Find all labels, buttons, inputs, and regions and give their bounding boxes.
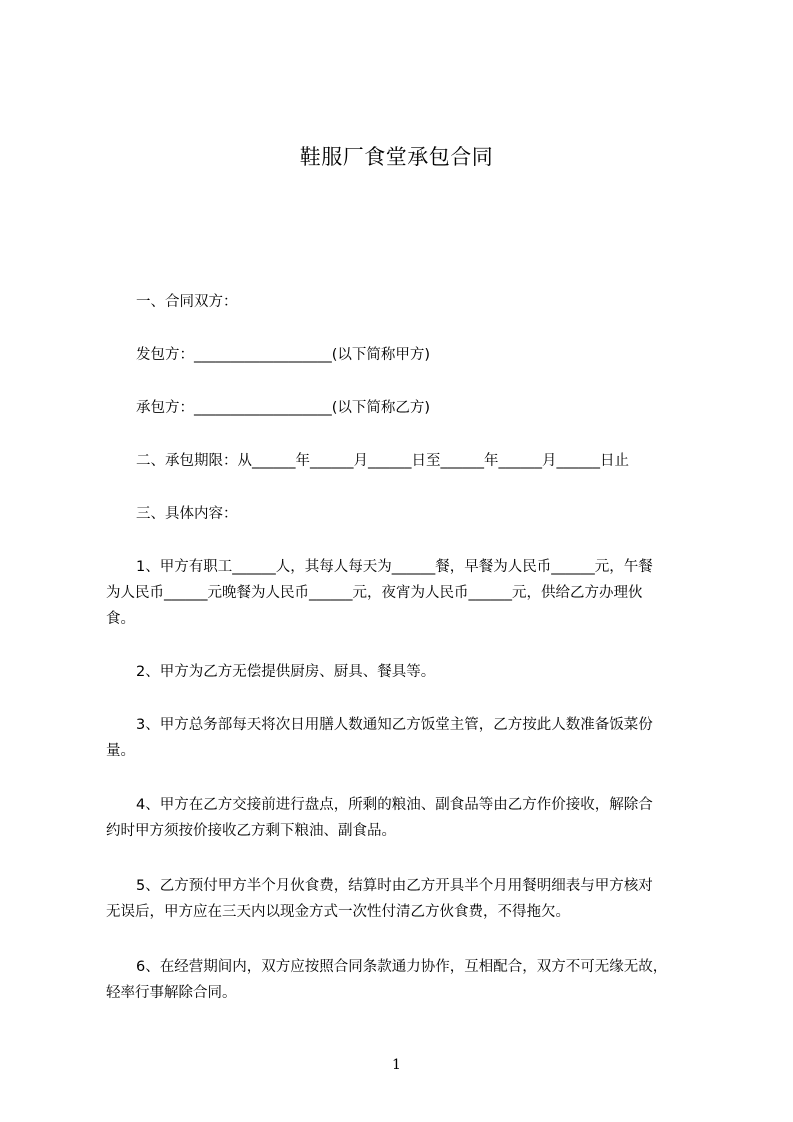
clause-5-line-2: 无误后，甲方应在三天内以现金方式一次性付清乙方伙食费，不得拖欠。 <box>106 904 570 920</box>
clause-4 <box>106 792 716 844</box>
clause-3-line-2: 量。 <box>106 743 135 759</box>
clause-1-line-1: 1、甲方有职工______人，其每人每天为______餐，早餐为人民币______元，午餐 <box>136 559 653 575</box>
clause-6-line-2: 轻率行事解除合同。 <box>106 985 237 1001</box>
clause-5-line-1: 5、乙方预付甲方半个月伙食费，结算时由乙方开具半个月用餐明细表与甲方核对 <box>136 878 653 894</box>
section-content-heading: 三、具体内容： <box>136 506 238 522</box>
clause-5 <box>106 873 716 925</box>
clause-2 <box>106 659 716 685</box>
contract-term-line: 二、承包期限：从______年______月______日至______年______月______日止 <box>136 453 629 469</box>
page-number: 1 <box>392 1057 401 1073</box>
clause-4-line-1: 4、甲方在乙方交接前进行盘点，所剩的粮油、副食品等由乙方作价接收，解除合 <box>136 797 653 813</box>
clause-1-line-3: 食。 <box>106 611 135 627</box>
party-b-line: 承包方：___________________(以下简称乙方) <box>136 400 431 416</box>
clause-3 <box>106 712 716 764</box>
clause-6 <box>106 954 716 1006</box>
clause-2-line-1: 2、甲方为乙方无偿提供厨房、厨具、餐具等。 <box>136 664 436 680</box>
clause-1-line-2: 为人民币______元晚餐为人民币______元，夜宵为人民币______元，供给乙方办理伙 <box>106 585 643 601</box>
document-title: 鞋服厂食堂承包合同 <box>299 145 494 169</box>
section-parties-heading: 一、合同双方： <box>136 294 238 310</box>
clause-6-line-1: 6、在经营期间内，双方应按照合同条款通力协作，互相配合，双方不可无缘无故， <box>136 959 668 975</box>
clause-4-line-2: 约时甲方须按价接收乙方剩下粮油、副食品。 <box>106 823 396 839</box>
party-a-line: 发包方：___________________(以下简称甲方) <box>136 347 431 363</box>
clause-1 <box>106 554 716 632</box>
clause-3-line-1: 3、甲方总务部每天将次日用膳人数通知乙方饭堂主管，乙方按此人数准备饭菜份 <box>136 717 653 733</box>
